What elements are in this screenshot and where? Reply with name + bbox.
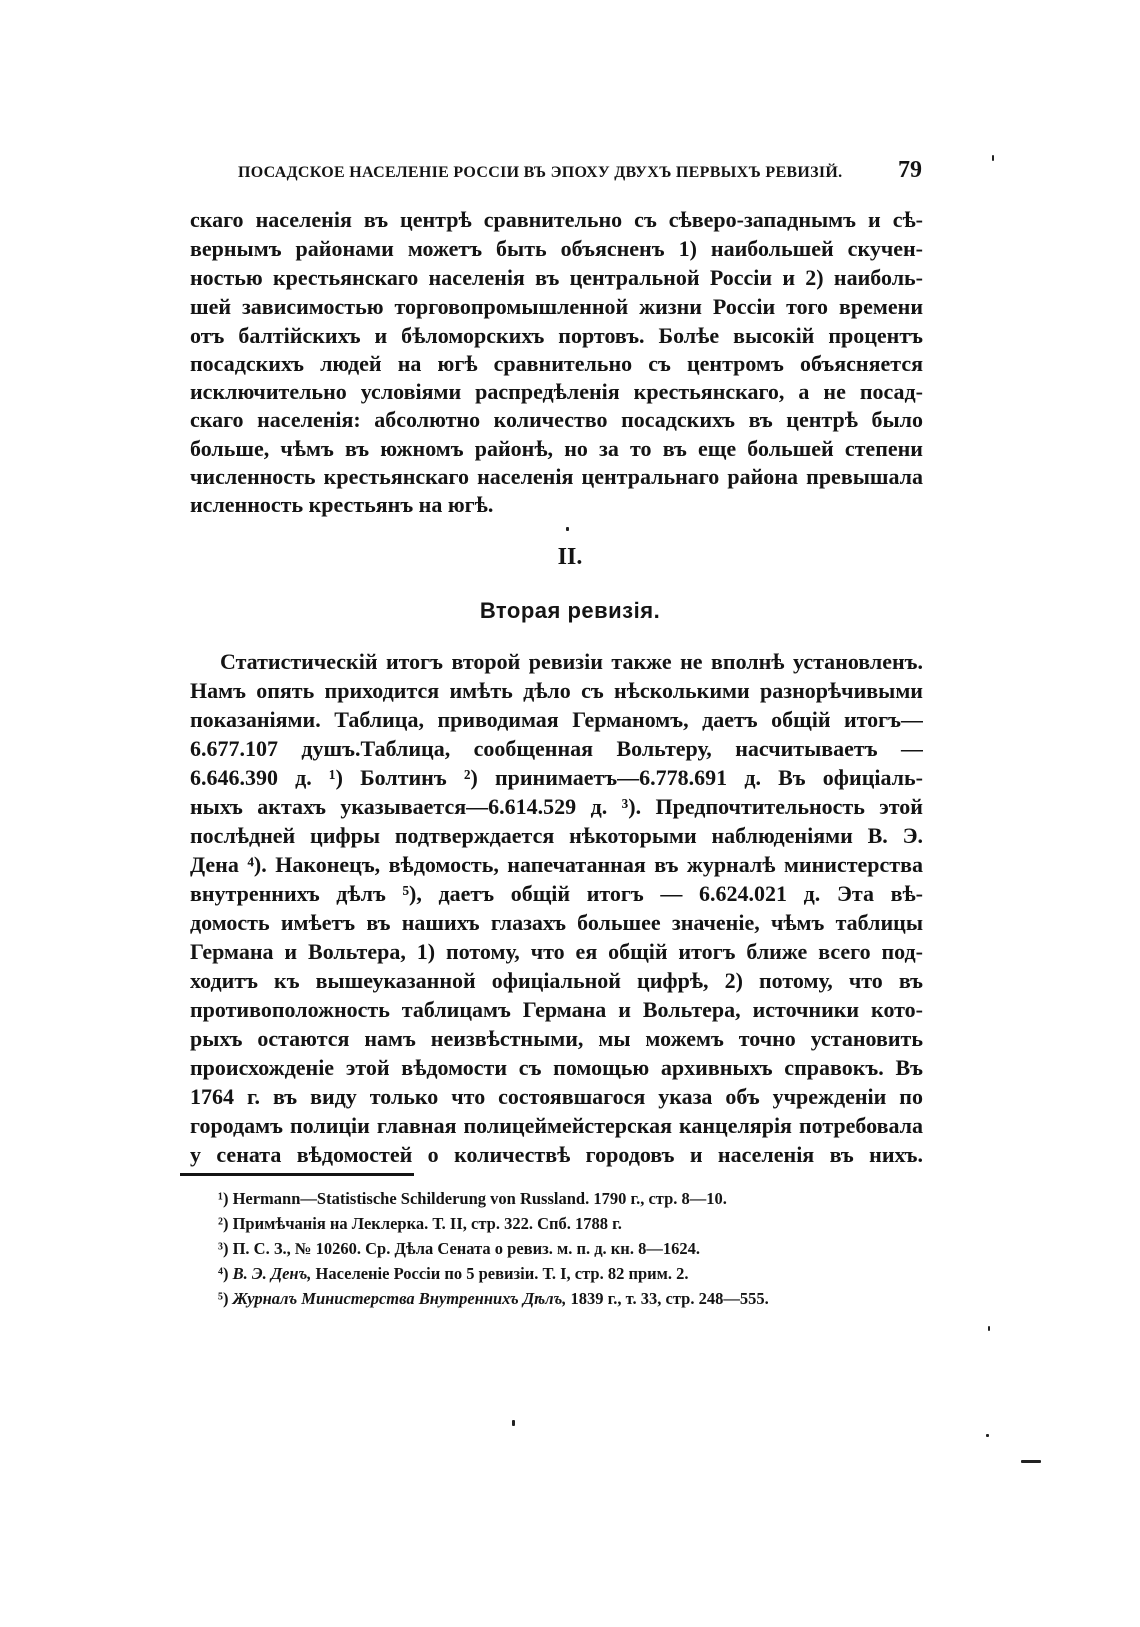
text-line: показаніями. Таблица, приводимая Германомъ, даетъ общій итогъ— — [190, 707, 923, 732]
text-line: ныхъ актахъ указывается—6.614.529 д. ³). Предпочтительность этой — [190, 794, 923, 819]
running-header — [238, 157, 922, 187]
text-line: послѣдней цифры подтверждается нѣкоторыми наблюденіями В. Э. — [190, 823, 923, 848]
footnote-5-text: 1839 г., т. 33, стр. 248—555. — [570, 1289, 769, 1308]
footnote-3: ³) П. С. З., № 10260. Ср. Дѣла Сената о ревиз. м. п. д. кн. 8—1624. — [218, 1239, 700, 1258]
text-line: городамъ полиціи главная полицеймейстерская канцелярія потребовала — [190, 1113, 923, 1138]
scan-speck — [992, 155, 994, 161]
text-line: 6.646.390 д. ¹) Болтинъ ²) принимаетъ—6.778.691 д. Въ офиціаль- — [190, 765, 923, 790]
text-line: ходитъ къ вышеуказанной офиціальной цифрѣ, 2) потому, что въ — [190, 968, 923, 993]
text-line: противоположность таблицамъ Германа и Вольтера, источники кото- — [190, 997, 923, 1022]
section-title: Вторая ревизія. — [479, 598, 661, 623]
text-line: 1764 г. въ виду только что состоявшагося указа объ учрежденіи по — [190, 1084, 923, 1109]
text-line: шей зависимостью торговопромышленной жизни Россіи того времени — [190, 294, 923, 319]
scan-speck — [566, 527, 569, 531]
text-line: скаго населенія въ центрѣ сравнительно съ сѣверо-западнымъ и сѣ- — [190, 207, 923, 232]
scan-speck — [512, 1420, 515, 1426]
text-line: Германа и Вольтера, 1) потому, что ея общій итогъ ближе всего под- — [190, 939, 923, 964]
text-line: исключительно условіями распредѣленія крестьянскаго, а не посад- — [190, 379, 923, 404]
text-line: больше, чѣмъ въ южномъ районѣ, но за то въ еще большей степени — [190, 436, 923, 461]
section-number: II. — [557, 544, 583, 570]
scan-speck — [1021, 1460, 1041, 1463]
text-line: рыхъ остаются намъ неизвѣстными, мы можемъ точно установить — [190, 1026, 923, 1051]
text-line: происхожденіе этой вѣдомости съ помощью архивныхъ справокъ. Въ — [190, 1055, 923, 1080]
text-line: внутреннихъ дѣлъ ⁵), даетъ общій итогъ — 6.624.021 д. Эта вѣ- — [190, 881, 923, 906]
scan-speck — [986, 1434, 989, 1437]
footnote-4-text: Населеніе Россіи по 5 ревизіи. Т. I, стр. 82 прим. 2. — [315, 1264, 689, 1283]
footnote-4: ⁴) В. Э. Денъ, Населеніе Россіи по 5 ревизіи. Т. I, стр. 82 прим. 2. — [218, 1264, 689, 1283]
footnote-1: ¹) Hermann—Statistische Schilderung von Russland. 1790 г., стр. 8—10. — [218, 1189, 727, 1208]
text-line: Статистическій итогъ второй ревизіи также не вполнѣ установленъ. — [220, 649, 923, 674]
running-title: ПОСАДСКОЕ НАСЕЛЕНІЕ РОССІИ ВЪ ЭПОХУ ДВУХЪ ПЕРВЫХЪ РЕВИЗІЙ. — [238, 164, 843, 181]
footnote-4-author: В. Э. Денъ, — [232, 1264, 312, 1283]
text-line: у сената вѣдомостей о количествѣ городовъ и населенія въ нихъ. — [190, 1142, 923, 1167]
text-line: 6.677.107 душъ.Таблица, сообщенная Вольтеру, насчитываетъ — — [190, 736, 923, 761]
text-line: домость имѣетъ въ нашихъ глазахъ большее значеніе, чѣмъ таблицы — [190, 910, 923, 935]
footnote-5: ⁵) Журналъ Министерства Внутреннихъ Дѣлъ, 1839 г., т. 33, стр. 248—555. — [218, 1289, 769, 1308]
text-line: численность крестьянскаго населенія центральнаго района превышала — [190, 464, 923, 489]
text-line: ностью крестьянскаго населенія въ центральной Россіи и 2) наиболь- — [190, 265, 923, 290]
text-line: исленность крестьянъ на югѣ. — [190, 492, 494, 517]
text-line: вернымъ районами можетъ быть объясненъ 1) наибольшей скучен- — [190, 236, 923, 261]
page-number: 79 — [898, 157, 922, 183]
footnote-separator — [180, 1173, 414, 1176]
text-line: Дена ⁴). Наконецъ, вѣдомость, напечатанная въ журналѣ министерства — [190, 852, 923, 877]
text-line: отъ балтійскихъ и бѣломорскихъ портовъ. Болѣе высокій процентъ — [190, 323, 923, 348]
text-line: посадскихъ людей на югѣ сравнительно съ центромъ объясняется — [190, 351, 923, 376]
footnote-2: ²) Примѣчанія на Леклерка. Т. II, стр. 322. Спб. 1788 г. — [218, 1214, 622, 1233]
text-line: Намъ опять приходится имѣть дѣло съ нѣсколькими разнорѣчивыми — [190, 678, 923, 703]
text-line: скаго населенія: абсолютно количество посадскихъ въ центрѣ было — [190, 407, 923, 432]
scan-speck — [988, 1326, 990, 1331]
footnote-5-journal: Журналъ Министерства Внутреннихъ Дѣлъ, — [232, 1289, 567, 1308]
